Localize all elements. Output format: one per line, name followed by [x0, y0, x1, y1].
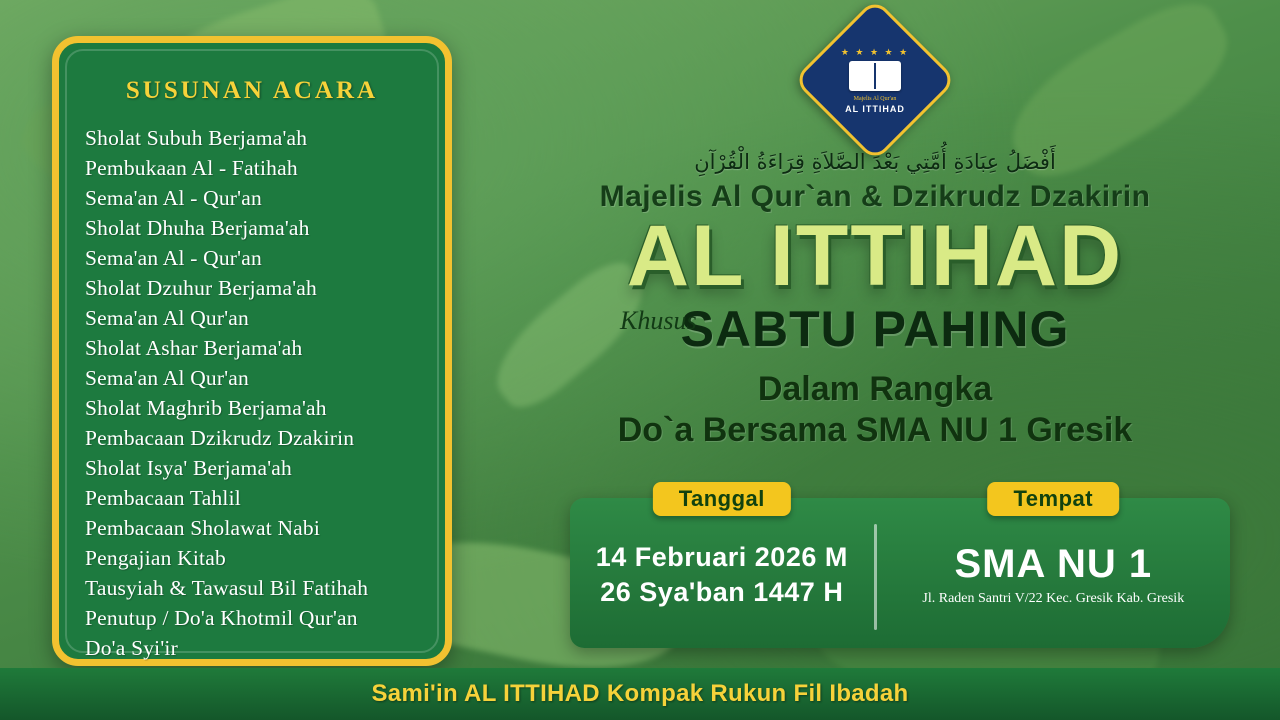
majelis-name: Majelis Al Qur`an & Dzikrudz Dzakirin	[599, 180, 1151, 213]
list-item: Sholat Isya' Berjama'ah	[85, 456, 292, 480]
list-item: Sholat Dhuha Berjama'ah	[85, 216, 310, 240]
arabic-hadith-text: أَفْضَلُ عِبَادَةِ أُمَّتِي بَعْدَ الصَّلاَةِ قِرَاءَةُ الْقُرْآنِ	[694, 150, 1056, 174]
event-subtitle: Do`a Bersama SMA NU 1 Gresik	[617, 410, 1133, 449]
list-item: Tausyiah & Tawasul Bil Fatihah	[85, 576, 369, 600]
list-item: Pembukaan Al - Fatihah	[85, 156, 298, 180]
list-item: Pembacaan Tahlil	[85, 486, 241, 510]
list-item: Sholat Subuh Berjama'ah	[85, 126, 308, 150]
program-list	[85, 123, 419, 663]
list-item: Pembacaan Sholawat Nabi	[85, 516, 321, 540]
poster-main	[470, 0, 1280, 720]
organization-logo	[817, 22, 933, 138]
date-masehi: 14 Februari 2026 M	[595, 542, 848, 572]
date-section	[570, 486, 874, 648]
logo-caption-main: AL ITTIHAD	[845, 103, 905, 114]
dalam-rangka-label: Dalam Rangka	[757, 369, 993, 408]
list-item: Sholat Maghrib Berjama'ah	[85, 396, 327, 420]
list-item: Sholat Ashar Berjama'ah	[85, 336, 303, 360]
khusus-label: Khusus	[620, 305, 697, 335]
event-info-panel	[570, 486, 1230, 648]
venue-address: Jl. Raden Santri V/22 Kec. Gresik Kab. Gresik	[922, 591, 1185, 606]
list-item: Sema'an Al Qur'an	[85, 366, 249, 390]
place-label-badge: Tempat	[987, 482, 1119, 516]
open-book-icon	[849, 61, 901, 91]
program-title: SUSUNAN ACARA	[125, 77, 379, 104]
list-item: Sema'an Al Qur'an	[85, 306, 249, 330]
list-item: Sema'an Al - Qur'an	[85, 246, 262, 270]
list-item: Pengajian Kitab	[85, 546, 226, 570]
footer-bar	[0, 668, 1280, 720]
program-card	[52, 36, 452, 666]
page-title: AL ITTIHAD	[626, 208, 1124, 304]
occasion-title: SABTU PAHING	[680, 300, 1070, 357]
list-item: Penutup / Do'a Khotmil Qur'an	[85, 606, 358, 630]
list-item: Sholat Dzuhur Berjama'ah	[85, 276, 317, 300]
stars-icon: ★ ★ ★ ★ ★	[840, 46, 910, 57]
list-item: Sema'an Al - Qur'an	[85, 186, 262, 210]
footer-text: Sami'in AL ITTIHAD Kompak Rukun Fil Ibadah	[371, 680, 909, 707]
venue-name: SMA NU 1	[954, 542, 1153, 586]
list-item: Pembacaan Dzikrudz Dzakirin	[85, 426, 355, 450]
date-label-badge: Tanggal	[653, 482, 791, 516]
date-hijri: 26 Sya'ban 1447 H	[600, 577, 844, 607]
occasion-row	[470, 300, 1280, 358]
logo-caption-small: Majelis Al Qur'an	[853, 95, 897, 102]
place-section	[877, 486, 1230, 648]
list-item: Do'a Syi'ir	[85, 636, 178, 660]
